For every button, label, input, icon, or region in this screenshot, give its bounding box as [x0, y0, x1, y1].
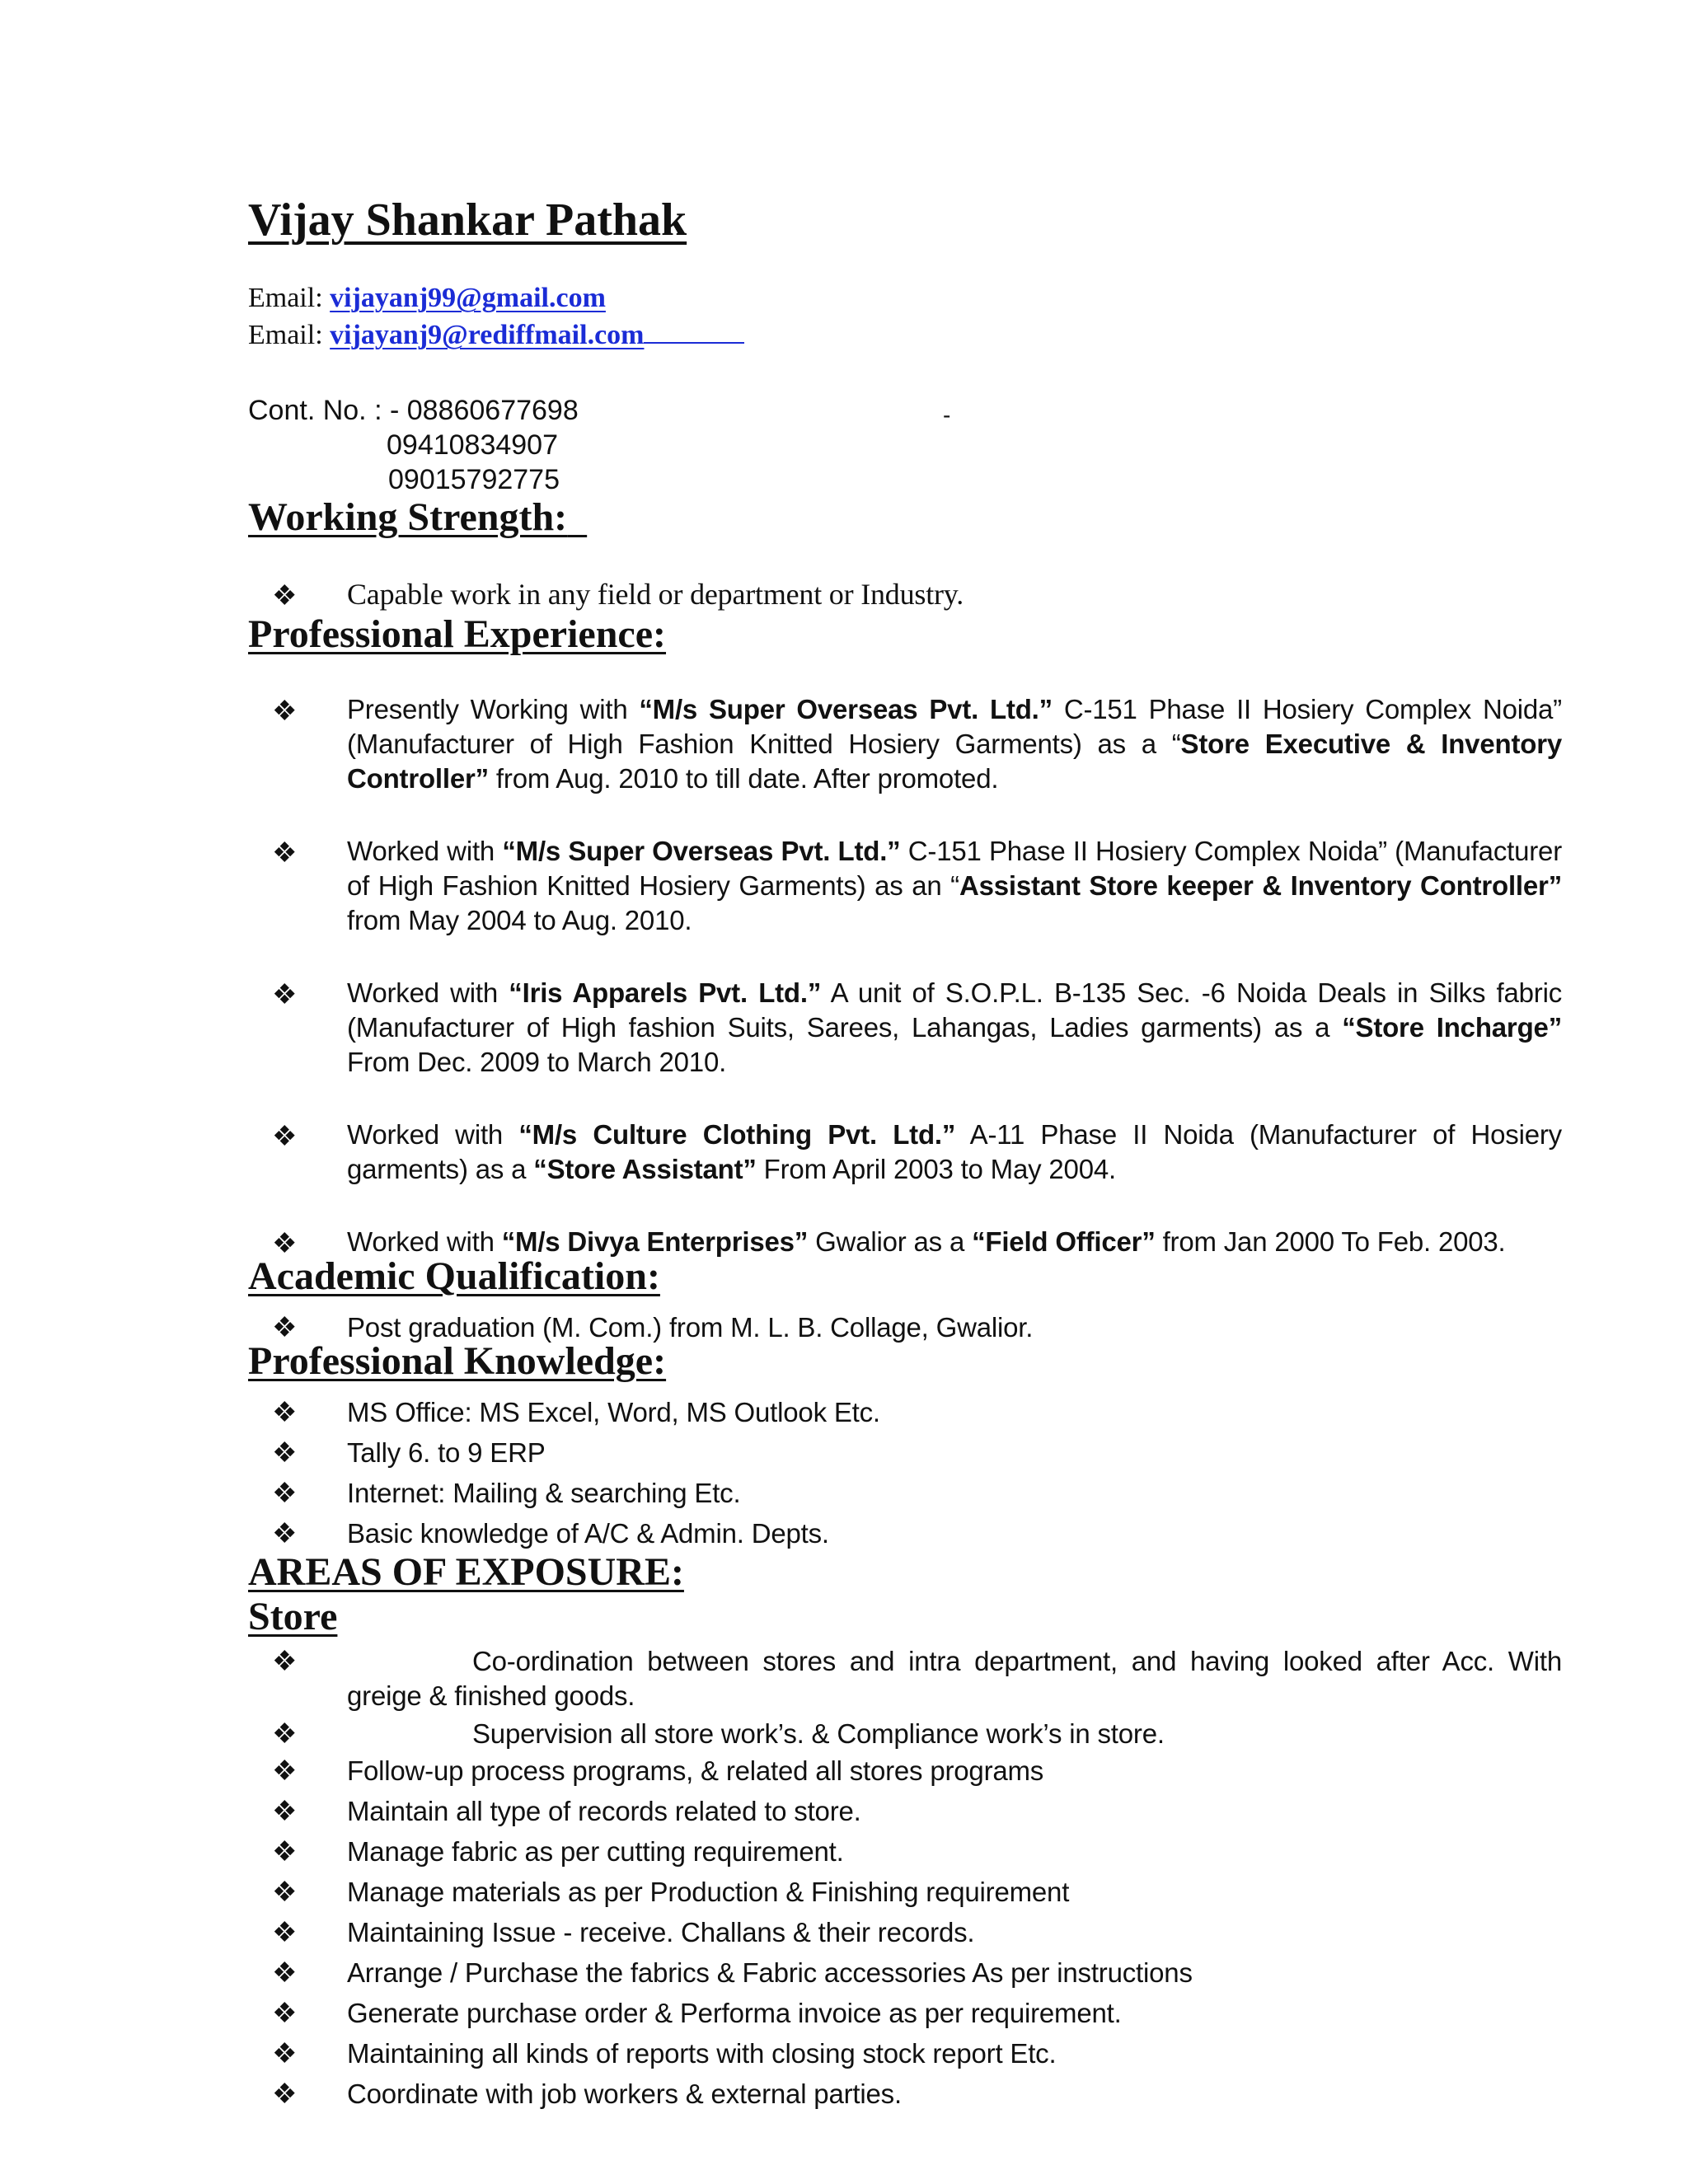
email-row-1	[248, 283, 606, 314]
experience-text: Presently Working with	[347, 694, 640, 724]
experience-text: Worked with	[347, 1119, 519, 1150]
experience-item	[347, 834, 1562, 938]
bullet-icon: ❖	[272, 1877, 298, 1908]
email-label: Email:	[248, 283, 323, 313]
bullet-icon: ❖	[272, 1518, 298, 1549]
experience-text: A unit of S.O.P.L. B-135 Sec. -6 Noida Deals in Silks fabric (Manufacturer of High fashion Suits, Sarees, Lahangas, Ladies garments) as a	[347, 977, 1562, 1043]
bullet-icon: ❖	[272, 1312, 298, 1343]
list-item: Basic knowledge of A/C & Admin. Depts.	[347, 1518, 829, 1549]
job-title: Store Executive & Inventory Controller”	[347, 729, 1562, 794]
experience-text: A-11 Phase II Noida (Manufacturer of Hosiery garments) as a	[347, 1119, 1562, 1184]
bullet-icon: ❖	[272, 1478, 298, 1509]
phone-number: 08860677698	[406, 395, 579, 426]
list-item: Maintaining all kinds of reports with closing stock report Etc.	[347, 2038, 1057, 2069]
contact-row-1	[248, 395, 579, 427]
experience-text: from May 2004 to Aug. 2010.	[347, 905, 692, 935]
bullet-icon: ❖	[272, 1228, 298, 1259]
list-item: Arrange / Purchase the fabrics & Fabric accessories As per instructions	[347, 1957, 1193, 1988]
list-item: Co-ordination between stores and intra department, and having looked after Acc. With greige & finished goods.	[347, 1646, 1562, 1711]
bullet-icon: ❖	[272, 1121, 298, 1152]
experience-text: from Jan 2000 To Feb. 2003.	[1155, 1226, 1506, 1257]
email-link-gmail[interactable]: vijayanj99@gmail.com	[330, 283, 606, 313]
company-name: “M/s Divya Enterprises”	[501, 1226, 809, 1257]
list-item: Post graduation (M. Com.) from M. L. B. Collage, Gwalior.	[347, 1312, 1034, 1343]
bullet-icon: ❖	[272, 1957, 298, 1989]
bullet-icon: ❖	[272, 1755, 298, 1787]
experience-text: From Dec. 2009 to March 2010.	[347, 1047, 727, 1077]
list-item: Tally 6. to 9 ERP	[347, 1437, 546, 1468]
list-item: Capable work in any field or department or Industry.	[347, 578, 964, 611]
list-item: Follow-up process programs, & related all stores programs	[347, 1755, 1044, 1786]
experience-text: C-151 Phase II Hosiery Complex Noida” (Manufacturer of High Fashion Knitted Hosiery Garments) as a “	[347, 694, 1562, 759]
experience-item	[347, 692, 1562, 796]
experience-text: from Aug. 2010 to till date. After promoted.	[488, 763, 999, 794]
phone-number: 09015792775	[388, 464, 560, 495]
email-label: Email:	[248, 320, 323, 350]
heading-academic-qualification: Academic Qualification:	[248, 1254, 660, 1298]
bullet-icon: ❖	[272, 1836, 298, 1868]
experience-text: Worked with	[347, 977, 509, 1008]
list-item: Maintaining Issue - receive. Challans & their records.	[347, 1917, 975, 1947]
experience-text: Worked with	[347, 1226, 502, 1257]
list-item: Maintain all type of records related to store.	[347, 1796, 861, 1826]
list-item: Coordinate with job workers & external parties.	[347, 2079, 902, 2109]
heading-professional-knowledge: Professional Knowledge:	[248, 1339, 667, 1383]
bullet-icon: ❖	[272, 1646, 298, 1677]
list-item: Manage fabric as per cutting requirement.	[347, 1836, 844, 1867]
heading-professional-experience: Professional Experience:	[248, 612, 667, 656]
list-item: Supervision all store work’s. & Compliance work’s in store.	[472, 1718, 1165, 1749]
heading-working-strength	[248, 494, 587, 540]
bullet-icon: ❖	[272, 979, 298, 1010]
phone-number: 09410834907	[387, 429, 559, 461]
bullet-icon: ❖	[272, 837, 298, 869]
bullet-icon: ❖	[272, 580, 298, 612]
job-title: Assistant Store keeper & Inventory Controller”	[959, 870, 1562, 901]
heading-text: Working Strength:	[248, 495, 568, 539]
bullet-icon: ❖	[272, 2079, 298, 2110]
job-title: “Store Assistant”	[533, 1154, 757, 1184]
company-name: “M/s Culture Clothing Pvt. Ltd.”	[518, 1119, 956, 1150]
job-title: “Field Officer”	[972, 1226, 1156, 1257]
bullet-icon: ❖	[272, 1718, 298, 1750]
contact-label: Cont. No. : -	[248, 395, 407, 426]
bullet-icon: ❖	[272, 1998, 298, 2029]
company-name: “Iris Apparels Pvt. Ltd.”	[509, 977, 822, 1008]
bullet-icon: ❖	[272, 1796, 298, 1827]
candidate-name: Vijay Shankar Pathak	[248, 194, 687, 246]
stray-dash: -	[943, 402, 951, 428]
bullet-icon: ❖	[272, 1917, 298, 1948]
bullet-icon: ❖	[272, 1437, 298, 1469]
bullet-icon: ❖	[272, 696, 298, 727]
email-underline-tail	[644, 321, 744, 344]
bullet-icon: ❖	[272, 1397, 298, 1428]
email-row-2	[248, 320, 744, 351]
heading-areas-of-exposure: AREAS OF EXPOSURE:	[248, 1550, 684, 1594]
email-link-rediffmail[interactable]: vijayanj9@rediffmail.com	[330, 320, 645, 350]
company-name: “M/s Super Overseas Pvt. Ltd.”	[639, 694, 1053, 724]
subheading-store: Store	[248, 1595, 338, 1638]
bullet-icon: ❖	[272, 2038, 298, 2069]
experience-text: Gwalior as a	[808, 1226, 973, 1257]
experience-text: C-151 Phase II Hosiery Complex Noida” (Manufacturer of High Fashion Knitted Hosiery Garments) as an “	[347, 836, 1562, 901]
experience-text: From April 2003 to May 2004.	[756, 1154, 1116, 1184]
list-item: Manage materials as per Production & Finishing requirement	[347, 1877, 1070, 1907]
job-title: “Store Incharge”	[1342, 1012, 1562, 1043]
list-item: Generate purchase order & Performa invoice as per requirement.	[347, 1998, 1122, 2028]
experience-text: Worked with	[347, 836, 503, 866]
company-name: “M/s Super Overseas Pvt. Ltd.”	[502, 836, 901, 866]
experience-item	[347, 1118, 1562, 1187]
list-item: Internet: Mailing & searching Etc.	[347, 1478, 741, 1508]
list-item: MS Office: MS Excel, Word, MS Outlook Etc.	[347, 1397, 880, 1427]
experience-item	[347, 976, 1562, 1080]
